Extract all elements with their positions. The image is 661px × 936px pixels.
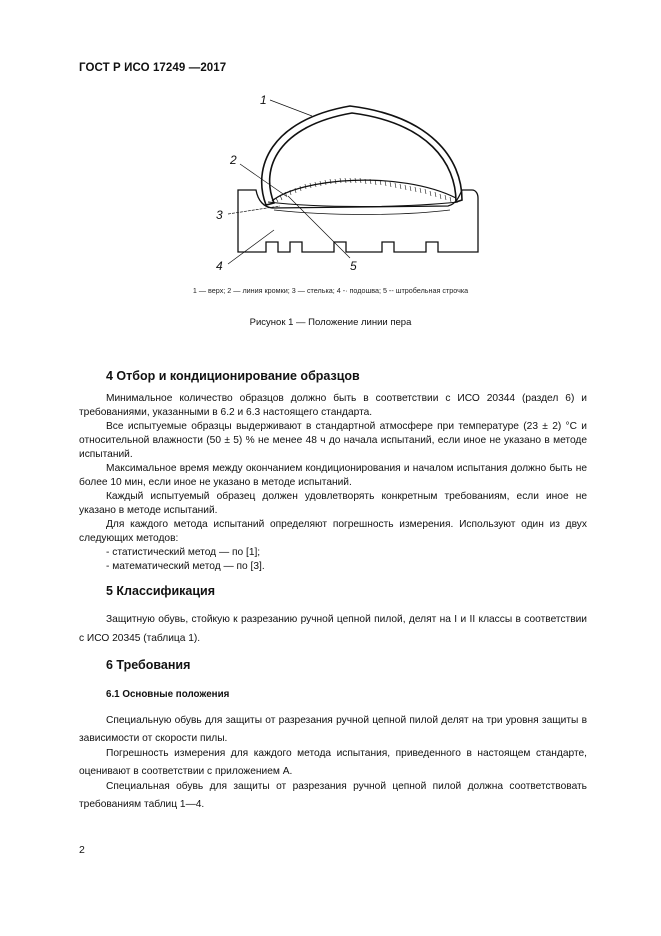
feather-line-arc — [272, 180, 456, 201]
section-4-title: 4 Отбор и кондиционирование образцов — [106, 369, 360, 383]
section-5-title: 5 Классификация — [106, 584, 216, 598]
leader-1 — [270, 100, 312, 116]
section-6-title: 6 Требования — [106, 658, 191, 672]
leader-3 — [228, 206, 280, 214]
figure-label-3: 3 — [216, 208, 223, 222]
subsection-6-1-title: 6.1 Основные положения — [106, 689, 230, 700]
section-6-paragraph-1: Специальную обувь для защиты от разрезания ручной цепной пилой делят на три уровня защиты в зависимости от скорости пилы. — [79, 715, 587, 744]
page-number: 2 — [79, 844, 85, 856]
section-4-paragraph-4: Каждый испытуемый образец должен удовлетворять конкретным требованиям, если иное не указано в методе испытаний. — [79, 491, 587, 516]
figure-legend: 1 — верх; 2 — линия кромки; 3 — стелька; 4 -· подошва; 5 -- штробельная строчка — [192, 286, 469, 295]
section-6-paragraph-3: Специальная обувь для защиты от разрезания ручной цепной пилой должна соответствовать требованиям таблиц 1—4. — [79, 781, 587, 810]
figure-label-1: 1 — [260, 93, 267, 107]
figure-label-2: 2 — [230, 153, 237, 167]
leader-4 — [228, 230, 274, 264]
figure-label-4: 4 — [216, 259, 223, 273]
section-4-paragraph-2: Все испытуемые образцы выдерживают в стандартной атмосфере при температуре (23 ± 2) °С и относительной влажности (50 ± 5) % не менее 48 ч до начала испытаний, если иное не указано в методе испытаний. — [79, 421, 587, 460]
section-4-paragraph-3: Максимальное время между окончанием кондиционирования и началом испытания должно быть не более 10 мин, если иное не указано в методе испытаний. — [79, 463, 587, 488]
shoe-cross-section-diagram — [200, 88, 500, 278]
section-6-paragraph-2: Погрешность измерения для каждого метода испытания, приведенного в настоящем стандарте, оценивают в соответствии с приложением А. — [79, 748, 587, 777]
section-4-paragraph-5: Для каждого метода испытаний определяют погрешность измерения. Используют один из двух следующих методов: — [79, 519, 587, 544]
figure-label-5: 5 — [350, 259, 357, 273]
section-4-paragraph-1: Минимальное количество образцов должно быть в соответствии с ИСО 20344 (раздел 6) и требованиями, указанными в 6.2 и 6.3 настоящего стандарта. — [79, 393, 587, 418]
figure-caption: Рисунок 1 — Положение линии пера — [249, 317, 412, 328]
section-5-paragraph: Защитную обувь, стойкую к разрезанию ручной цепной пилой, делят на I и II классы в соответствии с ИСО 20345 (таблица 1). — [79, 614, 587, 644]
method-list-item-1: - статистический метод — по [1]; — [106, 547, 261, 558]
document-header: ГОСТ Р ИСО 17249 —2017 — [79, 62, 227, 74]
insole-bottom-line — [274, 210, 450, 215]
method-list-item-2: - математический метод — по [3]. — [106, 561, 265, 572]
